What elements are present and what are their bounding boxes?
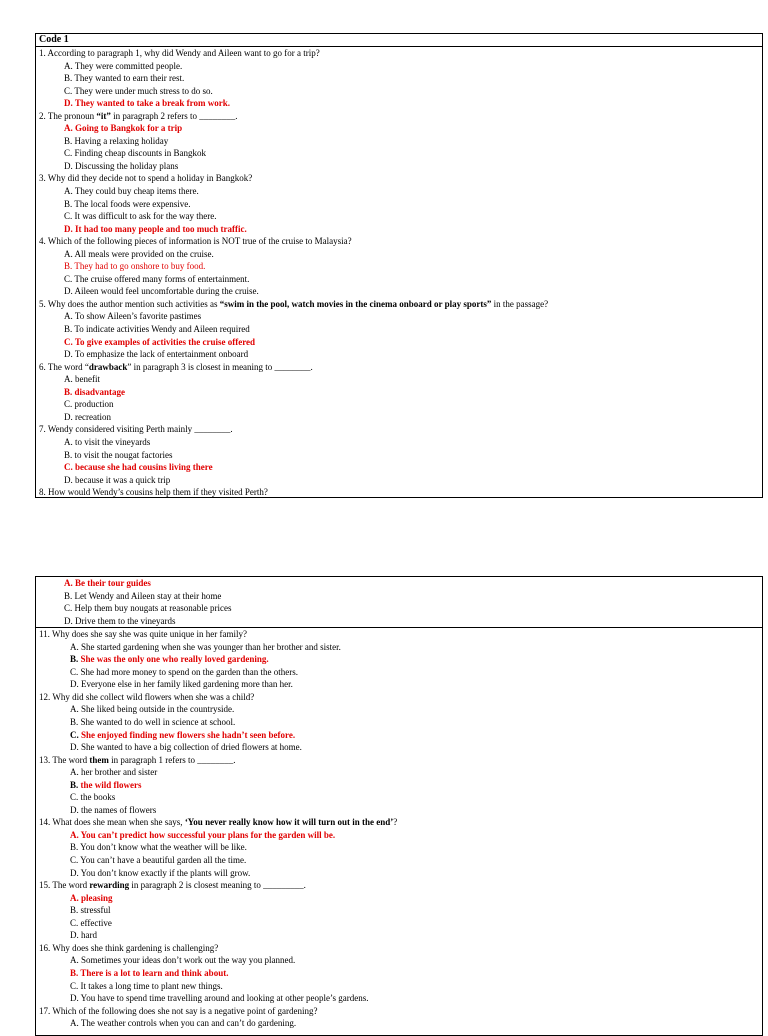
answer-option: C. They were under much stress to do so. <box>64 85 213 96</box>
question-text-part: 5. Why does the author mention such activities as <box>39 298 220 309</box>
answer-option-correct <box>36 653 762 666</box>
answer-option: B. The local foods were expensive. <box>64 198 191 209</box>
answer-option: D. the names of flowers <box>70 804 157 815</box>
question-text <box>36 816 762 829</box>
answer-option: D. To emphasize the lack of entertainment onboard <box>64 349 249 360</box>
question-emphasis: ‘You never really know how it will turn out in the end’ <box>184 817 394 828</box>
answer-option: B. stressful <box>70 905 111 916</box>
answer-option-correct: D. They wanted to take a break from work. <box>64 98 230 109</box>
answer-option-correct: A. pleasing <box>70 892 113 903</box>
question-list-page-1 <box>36 47 762 499</box>
answer-option: C. production <box>64 399 114 410</box>
answer-option-correct <box>36 779 762 792</box>
answer-option: C. It takes a long time to plant new things. <box>70 980 223 991</box>
question-text: 11. Why does she say she was quite unique in her family? <box>39 629 247 640</box>
question-list-page-2 <box>36 627 762 1030</box>
answer-option: C. It was difficult to ask for the way there. <box>64 211 217 222</box>
answer-option: B. You don’t know what the weather will be like. <box>70 842 247 853</box>
option-text: She enjoyed finding new flowers she hadn’t seen before. <box>78 729 296 740</box>
answer-option: C. Finding cheap discounts in Bangkok <box>64 148 206 159</box>
answer-option: C. You can’t have a beautiful garden all the time. <box>70 855 247 866</box>
answer-option: A. benefit <box>64 374 100 385</box>
answer-option: C. The cruise offered many forms of entertainment. <box>64 273 250 284</box>
question-text <box>36 879 762 892</box>
answer-option: D. Discussing the holiday plans <box>64 160 179 171</box>
answer-option: A. She liked being outside in the countryside. <box>70 704 235 715</box>
answer-option: A. her brother and sister <box>70 767 158 778</box>
answer-option: D. recreation <box>64 411 111 422</box>
answer-option-correct: D. It had too many people and too much traffic. <box>64 223 247 234</box>
option-text: She was the only one who really loved gardening. <box>78 654 269 665</box>
option-letter: B. <box>70 654 79 665</box>
answer-option: B. To indicate activities Wendy and Aileen required <box>64 324 250 335</box>
answer-option: D. You don’t know exactly if the plants will grow. <box>70 867 251 878</box>
answer-option: D. because it was a quick trip <box>64 474 171 485</box>
answer-option: A. To show Aileen’s favorite pastimes <box>64 311 202 322</box>
answer-option: C. She had more money to spend on the garden than the others. <box>70 666 298 677</box>
question-text-part: 6. The word “ <box>39 361 89 372</box>
question-text <box>36 298 762 311</box>
question-text: 8. How would Wendy’s cousins help them if they visited Perth? <box>39 487 268 498</box>
answer-option-correct <box>36 729 762 742</box>
option-letter: B. <box>70 779 79 790</box>
question-text-part: in paragraph 2 refers to ________. <box>110 110 238 121</box>
answer-panel-page-1 <box>35 33 763 498</box>
question-text: 7. Wendy considered visiting Perth mainly ________. <box>39 424 233 435</box>
question-text: 12. Why did she collect wild flowers when she was a child? <box>39 691 255 702</box>
answer-panel-page-2 <box>35 576 763 1036</box>
question-emphasis: “swim in the pool, watch movies in the cinema onboard or play sports” <box>219 298 492 309</box>
question-text <box>36 754 762 767</box>
answer-option: C. Help them buy nougats at reasonable prices <box>64 603 232 614</box>
answer-option: D. She wanted to have a big collection of dried flowers at home. <box>70 742 302 753</box>
question-text-part: ? <box>393 817 398 828</box>
answer-option: B. Let Wendy and Aileen stay at their home <box>64 590 222 601</box>
option-text: the wild flowers <box>78 779 142 790</box>
question-emphasis: “it” <box>96 110 111 121</box>
answer-option-correct: A. Be their tour guides <box>64 578 151 588</box>
question-text-part: in paragraph 2 is closest meaning to _________. <box>129 880 306 891</box>
answer-option: B. She wanted to do well in science at school. <box>70 717 236 728</box>
answer-option-correct: C. because she had cousins living there <box>64 462 213 473</box>
question-text: 17. Which of the following does she not say is a negative point of gardening? <box>39 1005 318 1016</box>
answer-option: B. They wanted to earn their rest. <box>64 73 185 84</box>
answer-option: C. effective <box>70 917 112 928</box>
question-emphasis: them <box>89 754 109 765</box>
option-letter: C. <box>70 729 79 740</box>
question-text: 4. Which of the following pieces of information is NOT true of the cruise to Malaysia? <box>39 236 352 247</box>
answer-option-correct: A. You can’t predict how successful your plans for the garden will be. <box>70 829 336 840</box>
answer-option: B. to visit the nougat factories <box>64 449 173 460</box>
question-8-options <box>36 577 762 627</box>
question-emphasis: drawback <box>88 361 128 372</box>
question-text-part: in the passage? <box>491 298 549 309</box>
question-text: 16. Why does she think gardening is challenging? <box>39 942 219 953</box>
answer-option: D. Drive them to the vineyards <box>64 615 176 626</box>
answer-option: A. They could buy cheap items there. <box>64 186 199 197</box>
answer-option: A. All meals were provided on the cruise. <box>64 248 214 259</box>
question-text-part: 15. The word <box>39 880 90 891</box>
question-text-part: 13. The word <box>39 754 90 765</box>
answer-option: D. You have to spend time travelling around and looking at other people’s gardens. <box>70 993 369 1004</box>
answer-option-correct: C. To give examples of activities the cruise offered <box>64 336 256 347</box>
answer-option: D. Aileen would feel uncomfortable during the cruise. <box>64 286 259 297</box>
question-text-part: 2. The pronoun <box>39 110 97 121</box>
answer-option-correct: B. There is a lot to learn and think about. <box>70 967 229 978</box>
question-text-part: ” in paragraph 3 is closest in meaning to ________. <box>127 361 313 372</box>
question-emphasis: rewarding <box>89 880 130 891</box>
answer-option: A. to visit the vineyards <box>64 436 151 447</box>
answer-option: A. They were committed people. <box>64 60 183 71</box>
answer-option: D. Everyone else in her family liked gardening more than her. <box>70 679 293 690</box>
answer-option: A. Sometimes your ideas don’t work out the way you planned. <box>70 955 296 966</box>
answer-option: A. She started gardening when she was younger than her brother and sister. <box>70 641 341 652</box>
question-text: 3. Why did they decide not to spend a holiday in Bangkok? <box>39 173 253 184</box>
answer-option-correct: A. Going to Bangkok for a trip <box>64 123 183 134</box>
answer-option: B. Having a relaxing holiday <box>64 135 169 146</box>
question-text-part: 14. What does she mean when she says, <box>39 817 185 828</box>
answer-option: A. The weather controls when you can and can’t do gardening. <box>70 1018 297 1029</box>
answer-option-correct: B. They had to go onshore to buy food. <box>64 261 206 272</box>
code-label: Code 1 <box>36 34 762 47</box>
answer-option-correct: B. disadvantage <box>64 386 126 397</box>
question-text: 1. According to paragraph 1, why did Wendy and Aileen want to go for a trip? <box>39 48 320 58</box>
question-text <box>36 361 762 374</box>
question-text <box>36 110 762 123</box>
answer-option: D. hard <box>70 930 97 941</box>
answer-option: C. the books <box>70 792 116 803</box>
question-text-part: in paragraph 1 refers to ________. <box>108 754 236 765</box>
